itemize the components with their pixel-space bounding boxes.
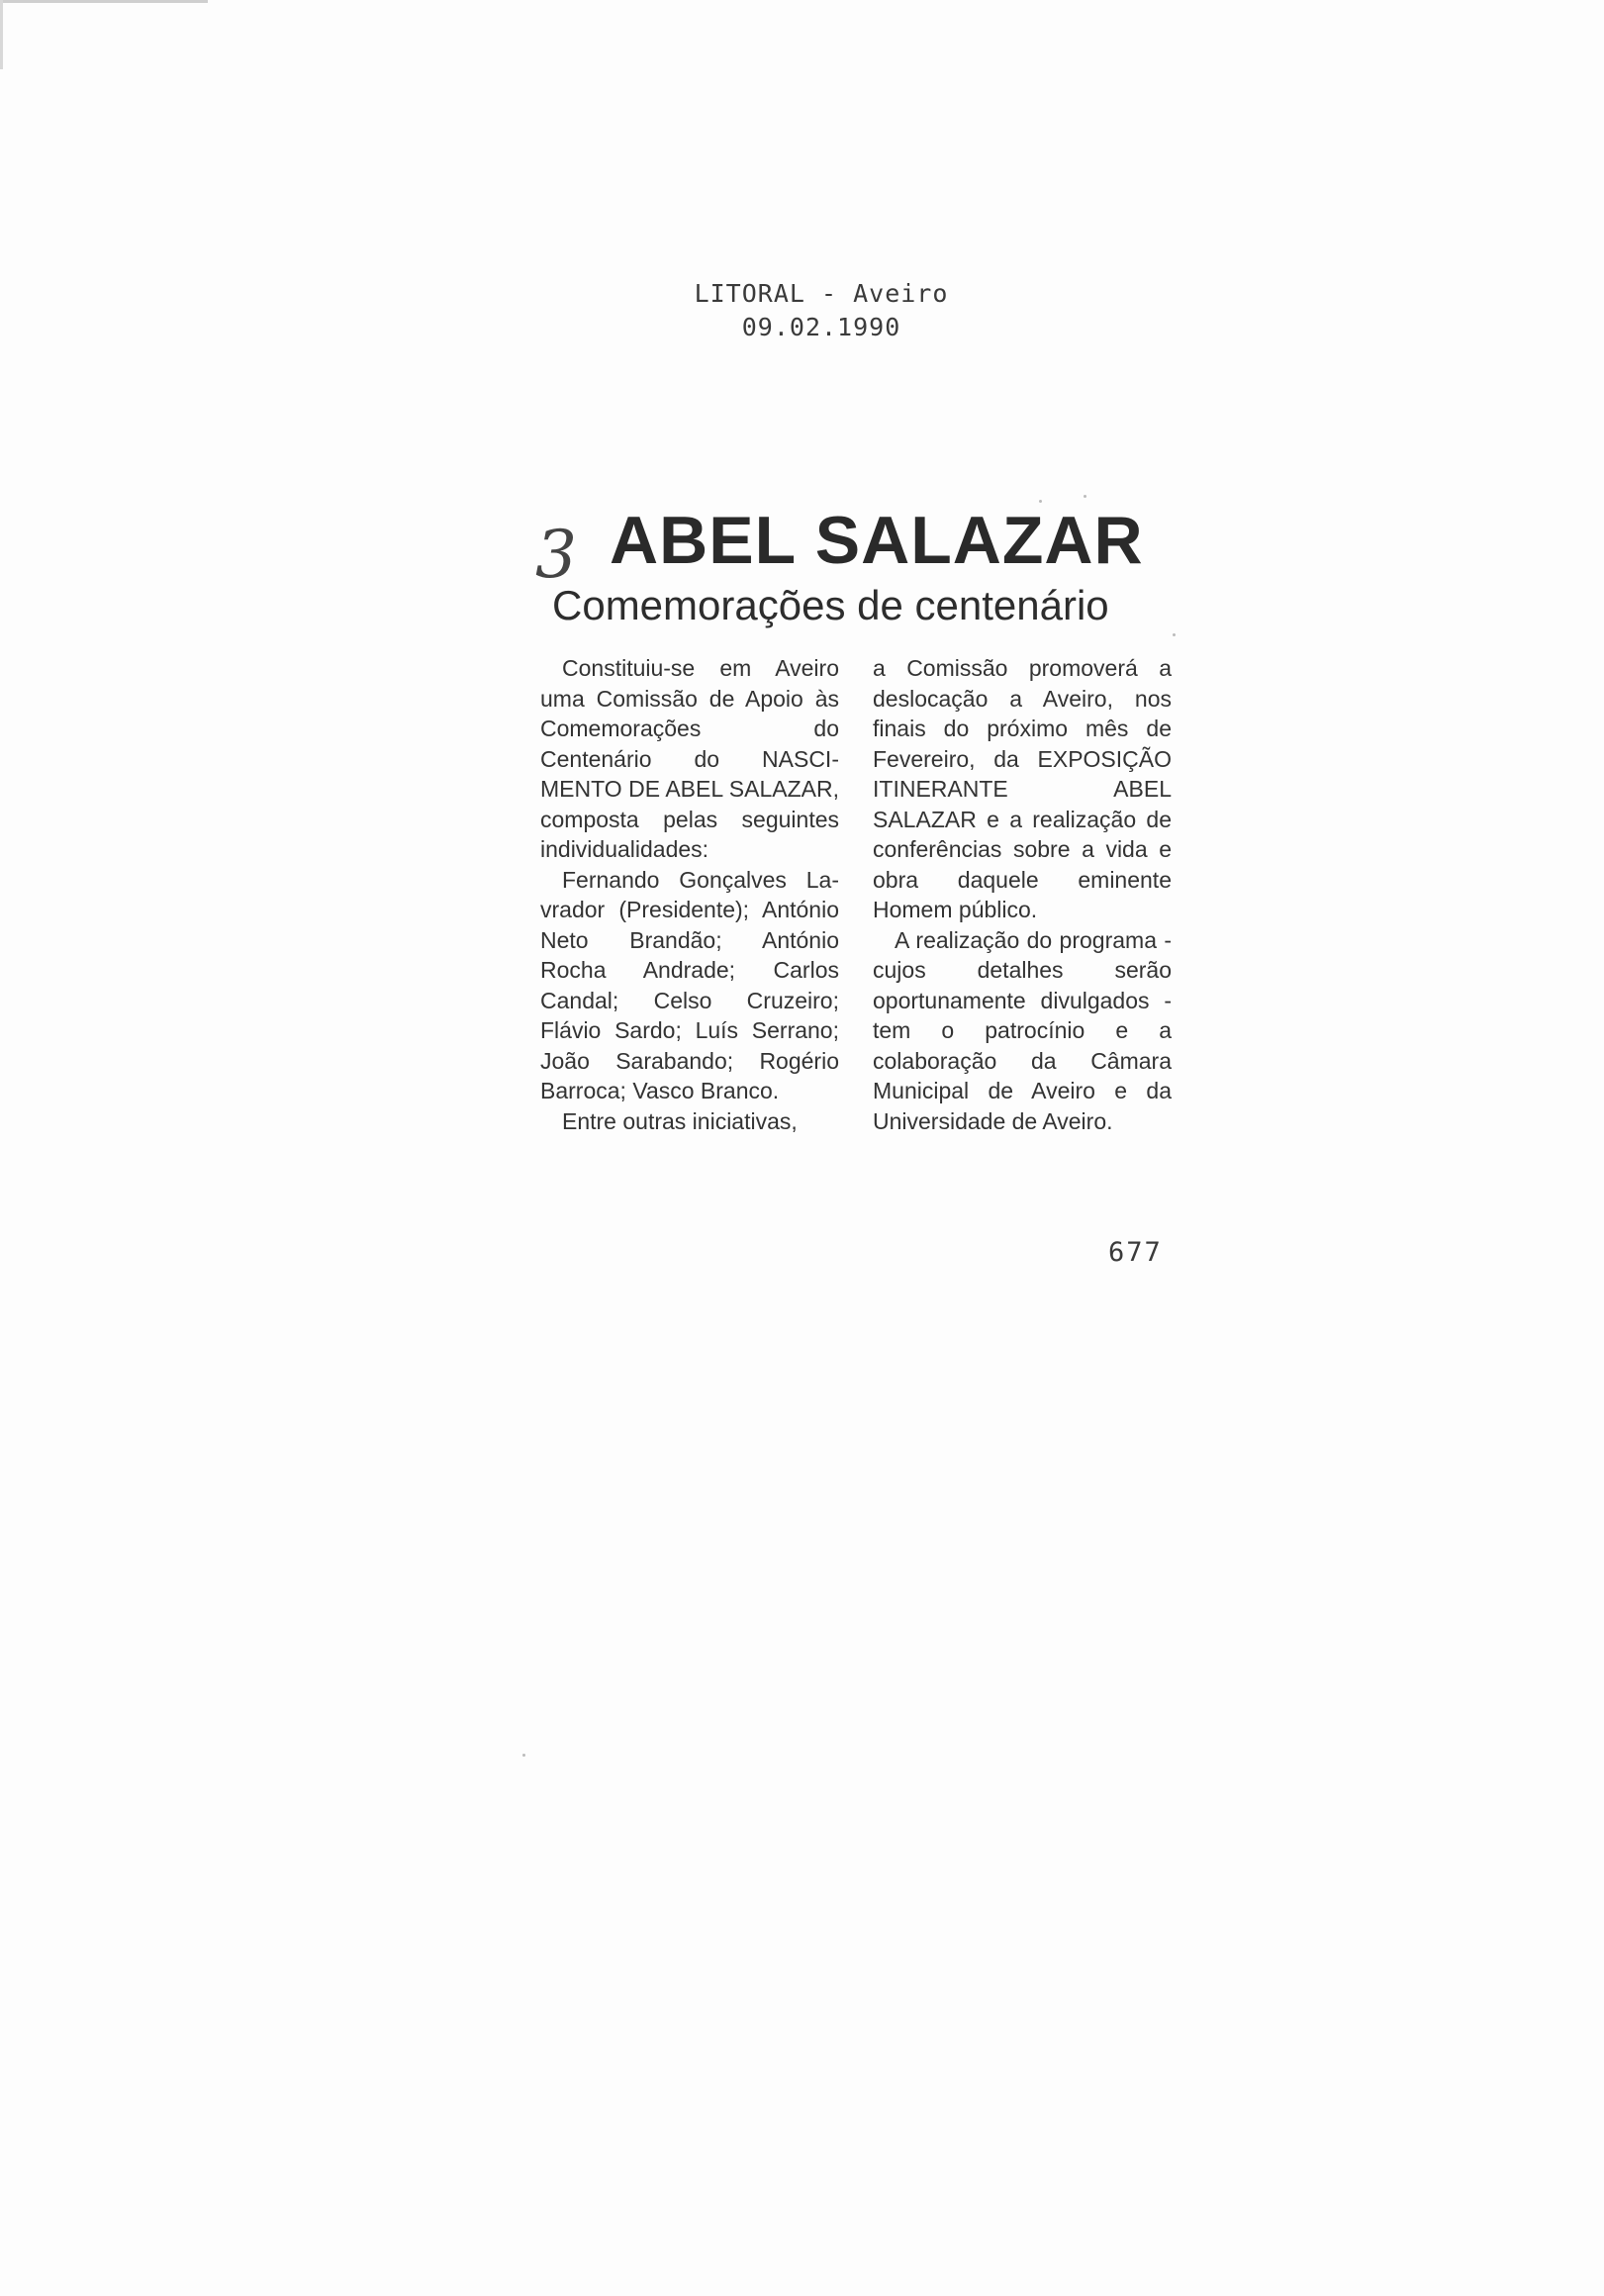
clipping-header [653, 277, 990, 344]
handwritten-marker: 3 [535, 517, 577, 593]
left-paragraph-3: Entre outras iniciativas, [562, 1107, 798, 1134]
article-subtitle: Comemorações de centenário [552, 582, 1109, 628]
page-number: 677 [1108, 1237, 1163, 1268]
right-paragraph-1: a Comissão promoverá a deslocação a Aveiro, nos finais do próximo mês de Fevereiro, da EXPOSIÇÃO ITINERANTE ABEL SALAZAR e a realização de conferências sobre a vida e obra daquele eminente Homem público. [873, 655, 1172, 922]
article-title: ABEL SALAZAR [610, 503, 1144, 578]
header-date: 09.02.1990 [741, 313, 901, 341]
article-left-column [540, 653, 839, 1136]
article-right-column [873, 653, 1172, 1136]
header-source: LITORAL - Aveiro [694, 279, 949, 308]
left-paragraph-1: Constituiu-se em Aveiro uma Comissão de Apoio às Comemorações do Centenário do NASCIMENTO DE ABEL SALAZAR, composta pelas seguintes individualidades: [540, 655, 839, 862]
left-paragraph-2: Fernando Gonçalves Lavrador (Presidente); António Neto Brandão; António Rocha Andrade; Carlos Candal; Celso Cruzeiro; Flávio Sardo; Luís Serrano; João Sarabando; Rogério Barroca; Vasco Branco. [540, 866, 839, 1103]
right-paragraph-2: A realização do programa - cujos detalhes serão oportunamente divulgados - tem o patrocínio e a colaboração da Câmara Municipal de Aveiro e da Universidade de Aveiro. [873, 926, 1172, 1134]
scan-speck [1039, 500, 1042, 503]
scan-edge-top [0, 0, 208, 3]
scan-speck [522, 1754, 525, 1757]
scan-edge-left [0, 0, 3, 69]
scan-speck [1084, 495, 1086, 498]
scan-speck [1173, 633, 1176, 636]
